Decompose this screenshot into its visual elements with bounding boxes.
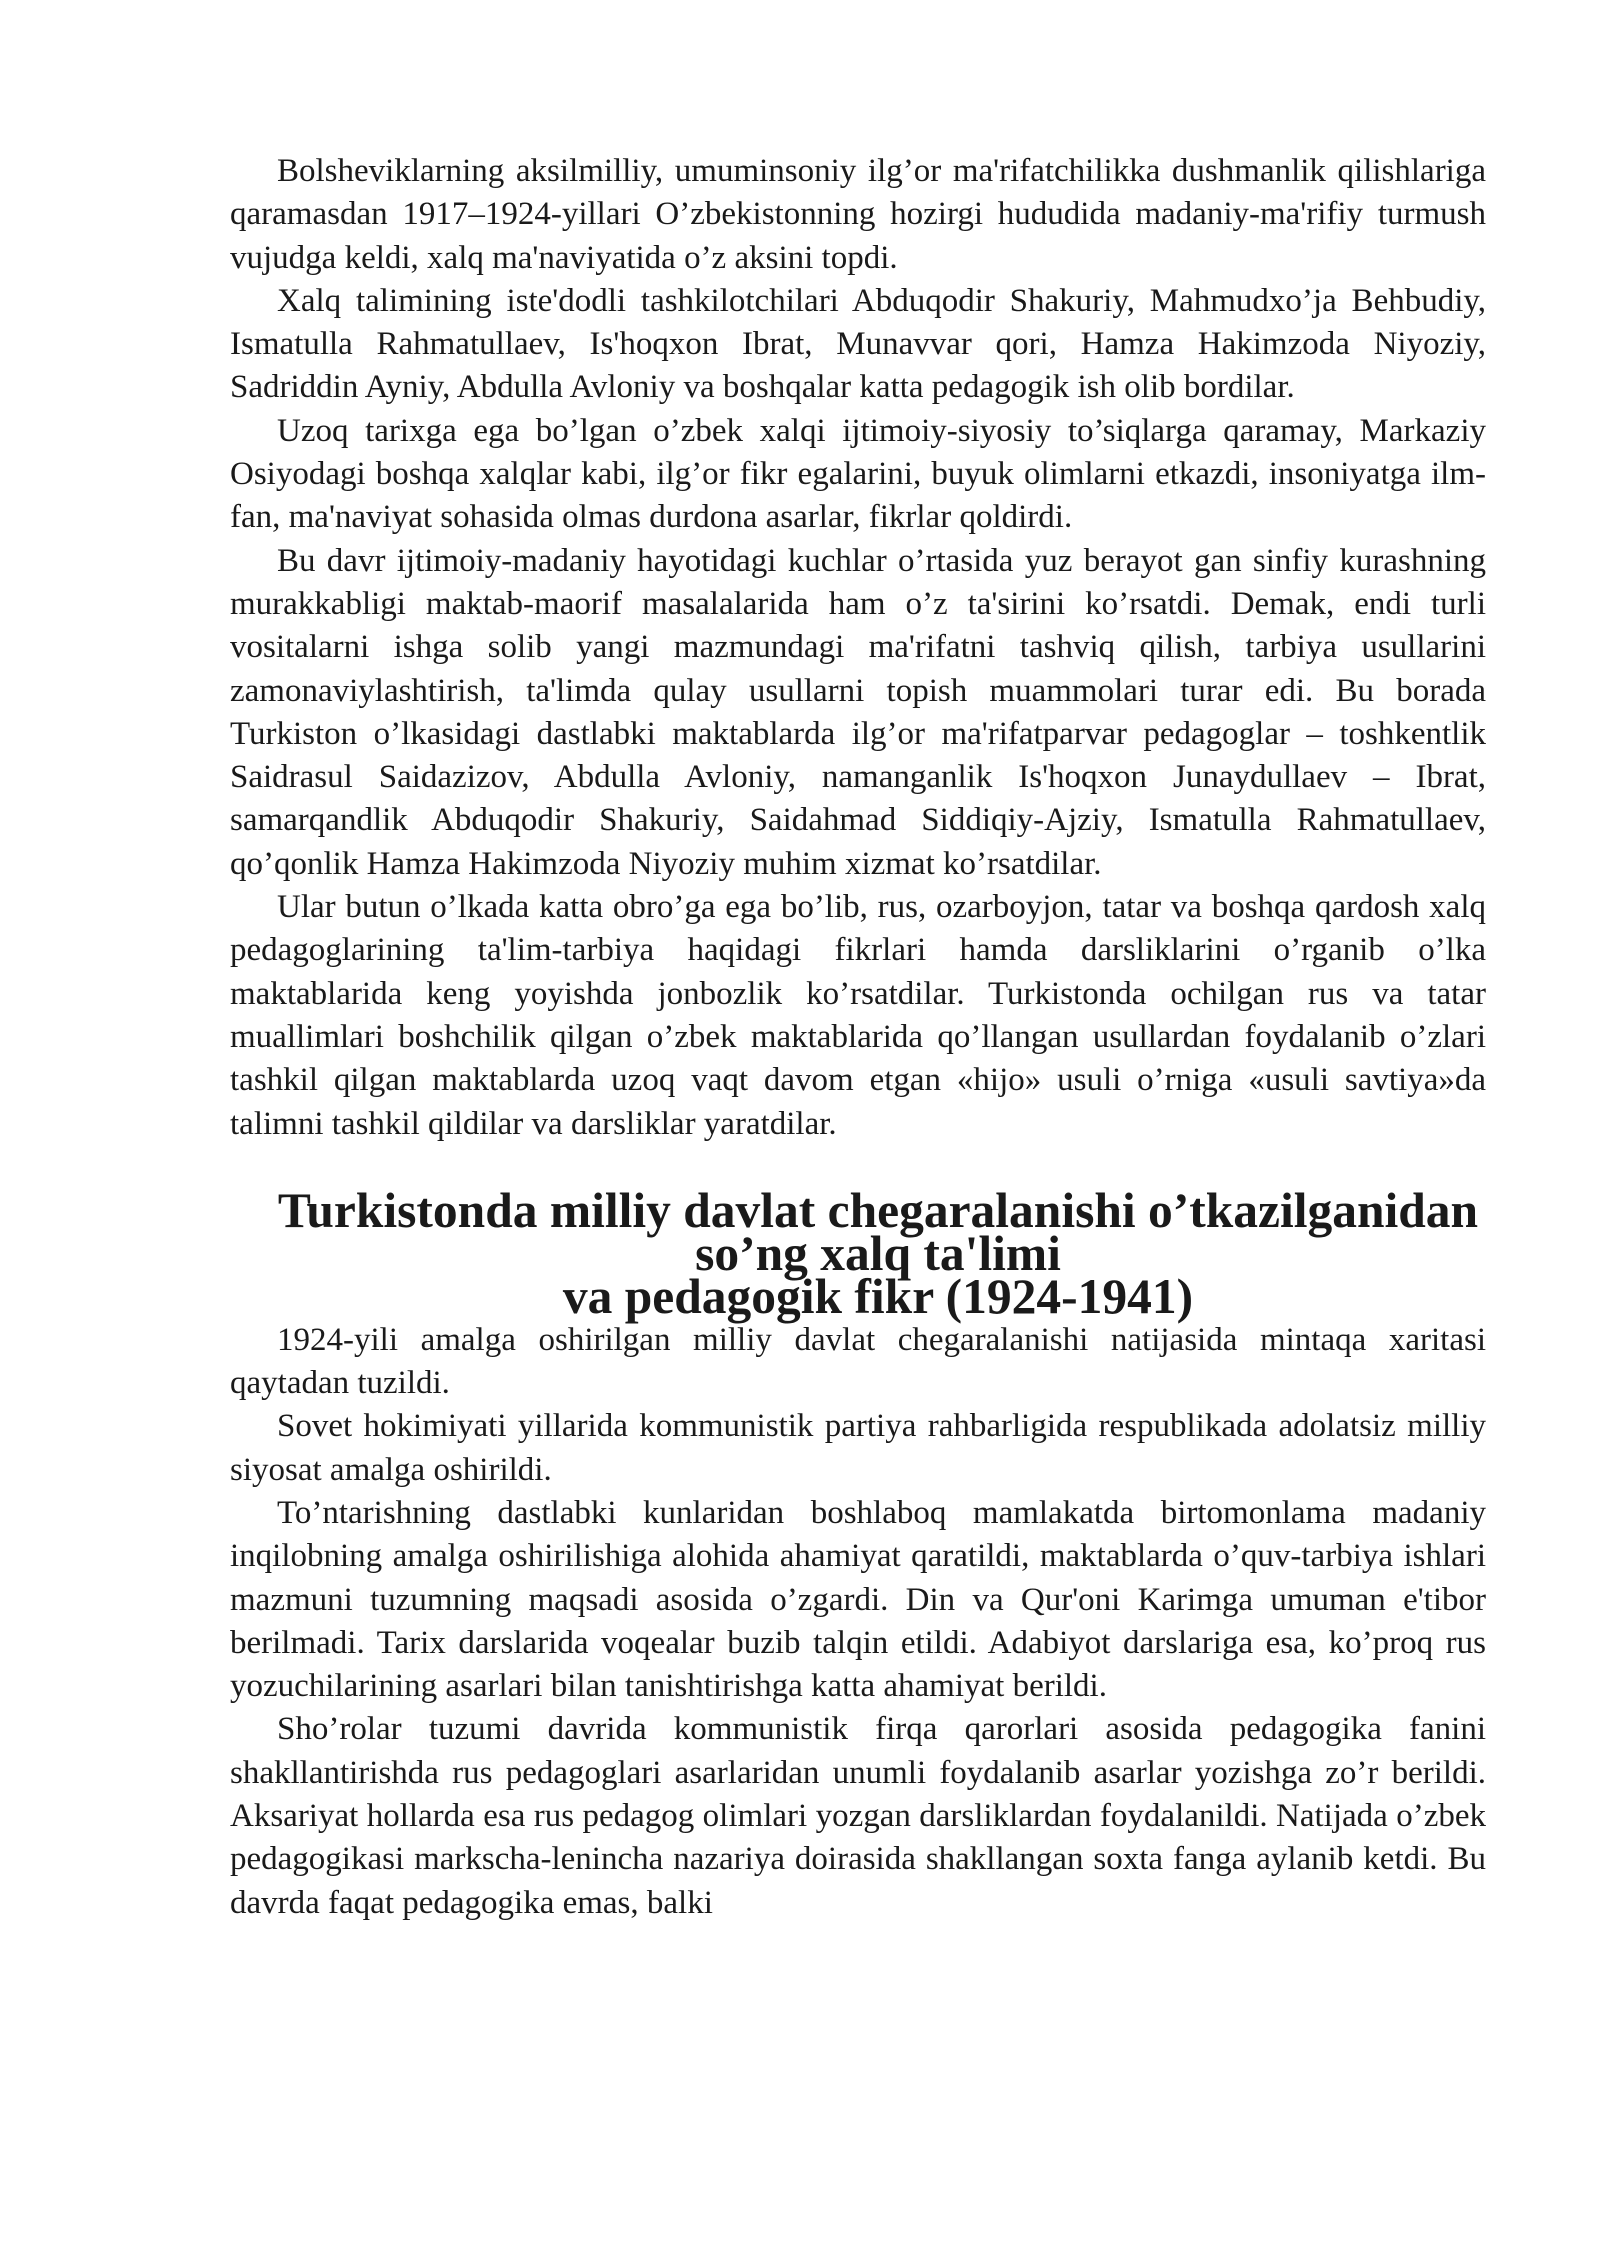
paragraph: Ular butun o’lkada katta obro’ga ega bo’lib, rus, ozarboyjon, tatar va boshqa qardosh xalq pedagoglarining ta'lim-tarbiya haqidagi fikrlari hamda darsliklarini o’rganib o’lka maktablarida keng yoyishda jonbozlik ko’rsatdilar. Turkistonda ochilgan rus va tatar muallimlari boshchilik qilgan o’zbek maktablarida qo’llangan usullardan foydalanib o’zlari tashkil qilgan maktablarda uzoq vaqt davom etgan «hijo» usuli o’rniga «usuli savtiya»da talimni tashkil qildilar va darsliklar yaratdilar. <box>230 889 1486 1142</box>
paragraph: To’ntarishning dastlabki kunlaridan boshlaboq mamlakatda birtomonlama madaniy inqilobning amalga oshirilishiga alohida ahamiyat qaratildi, maktablarda o’quv-tarbiya ishlari mazmuni tuzumning maqsadi asosida o’zgardi. Din va Qur'oni Karimga umuman e'tibor berilmadi. Tarix darslarida voqealar buzib talqin etildi. Adabiyot darslariga esa, ko’proq rus yozuchilarining asarlari bilan tanishtirishga katta ahamiyat berildi. <box>230 1494 1486 1705</box>
section-heading <box>230 1182 1486 1325</box>
paragraph: 1924-yili amalga oshirilgan milliy davlat chegaralanishi natijasida mintaqa xaritasi qaytadan tuzildi. <box>230 1321 1486 1402</box>
paragraph: Bu davr ijtimoiy-madaniy hayotidagi kuchlar o’rtasida yuz berayot gan sinfiy kurashning murakkabligi maktab-maorif masalalarida ham o’z ta'sirini ko’rsatdi. Demak, endi turli vositalarni ishga solib yangi mazmundagi ma'rifatni tashviq qilish, tarbiya usullarini zamonaviylashtirish, ta'limda qulay usullarni topish muammolari turar edi. Bu borada Turkiston o’lkasidagi dastlabki maktablarda ilg’or ma'rifatparvar pedagoglar – toshkentlik Saidrasul Saidazizov, Abdulla Avloniy, namanganlik Is'hoqxon Junaydullaev – Ibrat, samarqandlik Abduqodir Shakuriy, Saidahmad Siddiqiy-Ajziy, Ismatulla Rahmatullaev, qo’qonlik Hamza Hakimzoda Niyoziy muhim xizmat ko’rsatdilar. <box>230 542 1486 882</box>
paragraph: Sovet hokimiyati yillarida kommunistik partiya rahbarligida respublikada adolatsiz milliy siyosat amalga oshirildi. <box>230 1408 1486 1488</box>
paragraph: Bolsheviklarning aksilmilliy, umuminsoniy ilg’or ma'rifatchilikka dushmanlik qilishlariga qaramasdan 1917–1924-yillari O’zbekistonning hozirgi hududida madaniy-ma'rifiy turmush vujudga keldi, xalq ma'naviyatida o’z aksini topdi. <box>230 153 1486 276</box>
section-heading-line1: Turkistonda milliy davlat chegaralanishi o’tkazilganidan so’ng xalq ta'limi <box>277 1182 1479 1282</box>
paragraph: Xalq talimining iste'dodli tashkilotchilari Abduqodir Shakuriy, Mahmudxo’ja Behbudiy, Ismatulla Rahmatullaev, Is'hoqxon Ibrat, Munavvar qori, Hamza Hakimzoda Niyoziy, Sadriddin Ayniy, Abdulla Avloniy va boshqalar katta pedagogik ish olib bordilar. <box>230 282 1486 406</box>
section-heading-line2: va pedagogik fikr (1924-1941) <box>562 1269 1194 1325</box>
document-page <box>230 150 1486 1925</box>
paragraph: Uzoq tarixga ega bo’lgan o’zbek xalqi ijtimoiy-siyosiy to’siqlarga qaramay, Markaziy Osiyodagi boshqa xalqlar kabi, ilg’or fikr egalarini, buyuk olimlarni etkazdi, insoniyatga ilm-fan, ma'naviyat sohasida olmas durdona asarlar, fikrlar qoldirdi. <box>230 412 1486 536</box>
paragraph: Sho’rolar tuzumi davrida kommunistik firqa qarorlari asosida pedagogika fanini shakllantirishda rus pedagoglari asarlaridan unumli foydalanib asarlar yozishga zo’r berildi. Aksariyat hollarda esa rus pedagog olimlari yozgan darsliklardan foydalanildi. Natijada o’zbek pedagogikasi markscha-lenincha nazariya doirasida shakllangan soxta fanga aylanib ketdi. Bu davrda faqat pedagogika emas, balki <box>230 1711 1486 1921</box>
